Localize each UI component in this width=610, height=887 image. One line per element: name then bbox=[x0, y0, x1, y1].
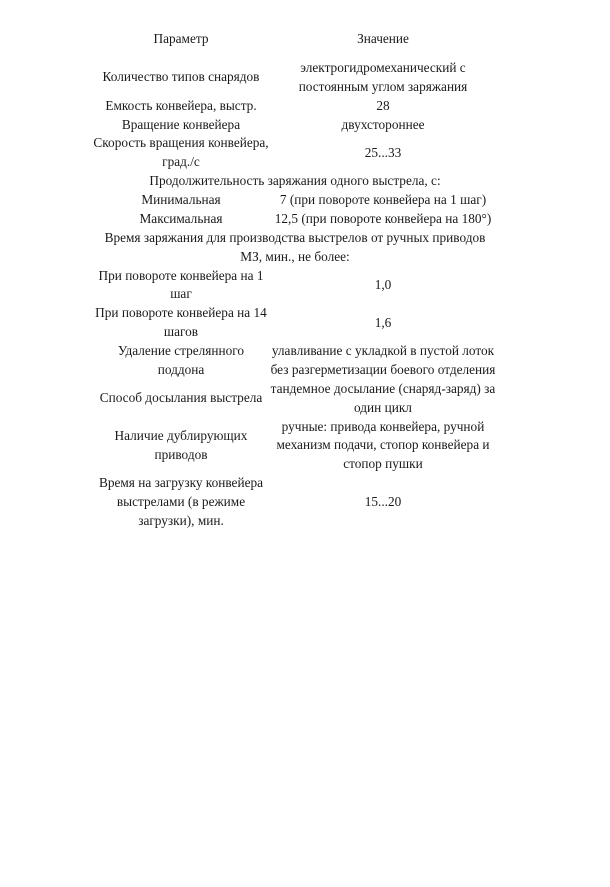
table-row bbox=[93, 380, 497, 418]
section-header-manual-drive-time: Время заряжания для производства выстрелов от ручных приводов МЗ, мин., не более: bbox=[104, 229, 486, 264]
table-row bbox=[93, 134, 497, 172]
row-value-one-step-turn: 1,0 bbox=[374, 276, 392, 292]
table-row bbox=[93, 191, 497, 210]
table-section-row bbox=[93, 229, 497, 267]
row-label-fourteen-step-turn: При повороте конвейера на 14 шагов bbox=[95, 305, 267, 340]
row-label-rotation-speed: Скорость вращения конвейера, град./с bbox=[93, 135, 269, 170]
row-label-conveyor-load-time: Время на загрузку конвейера выстрелами (в режиме загрузки), мин. bbox=[98, 475, 264, 528]
table-row bbox=[93, 97, 497, 116]
column-header-value: Значение bbox=[357, 31, 409, 46]
row-label-minimum: Минимальная bbox=[141, 192, 221, 207]
table-section-row bbox=[93, 172, 497, 191]
table-row bbox=[93, 267, 497, 305]
row-value-maximum: 12,5 (при повороте конвейера на 180°) bbox=[274, 210, 492, 226]
row-label-conveyor-rotation: Вращение конвейера bbox=[121, 116, 241, 132]
row-value-backup-drives: ручные: привода конвейера, ручной механизм подачи, стопор конвейера и стопор пушки bbox=[276, 418, 490, 472]
table-row bbox=[93, 210, 497, 229]
row-label-one-step-turn: При повороте конвейера на 1 шаг bbox=[98, 267, 264, 302]
row-label-backup-drives: Наличие дублирующих приводов bbox=[114, 427, 248, 462]
row-label-casing-removal: Удаление стрелянного поддона bbox=[117, 343, 245, 377]
row-value-fourteen-step-turn: 1,6 bbox=[374, 314, 392, 330]
row-label-shell-types: Количество типов снарядов bbox=[102, 69, 260, 85]
specification-table bbox=[93, 26, 497, 545]
row-value-casing-removal: улавливание с укладкой в пустой лоток без разгерметизации боевого отделения bbox=[270, 343, 496, 377]
table-row bbox=[93, 116, 497, 135]
row-value-rotation-speed: 25...33 bbox=[364, 144, 402, 160]
table-row bbox=[93, 59, 497, 97]
row-value-conveyor-load-time: 15...20 bbox=[364, 494, 402, 509]
table-row bbox=[93, 418, 497, 475]
row-label-maximum: Максимальная bbox=[139, 210, 223, 226]
row-label-ramming-method: Способ досылания выстрела bbox=[99, 390, 263, 406]
row-label-conveyor-capacity: Емкость конвейера, выстр. bbox=[105, 97, 257, 113]
table-row bbox=[93, 304, 497, 342]
table-body bbox=[93, 26, 497, 545]
table-row bbox=[93, 474, 497, 545]
section-header-loading-duration: Продолжительность заряжания одного выстрела, с: bbox=[149, 173, 441, 189]
table-row bbox=[93, 342, 497, 380]
column-header-parameter: Параметр bbox=[153, 31, 209, 46]
table-header-row bbox=[93, 26, 497, 59]
row-value-shell-types: электрогидромеханический с постоянным углом заряжания bbox=[298, 59, 468, 94]
row-value-conveyor-capacity: 28 bbox=[376, 97, 390, 113]
row-value-conveyor-rotation: двухстороннее bbox=[341, 116, 425, 132]
row-value-minimum: 7 (при повороте конвейера на 1 шаг) bbox=[279, 192, 487, 207]
row-value-ramming-method: тандемное досылание (снаряд-заряд) за один цикл bbox=[270, 380, 496, 415]
